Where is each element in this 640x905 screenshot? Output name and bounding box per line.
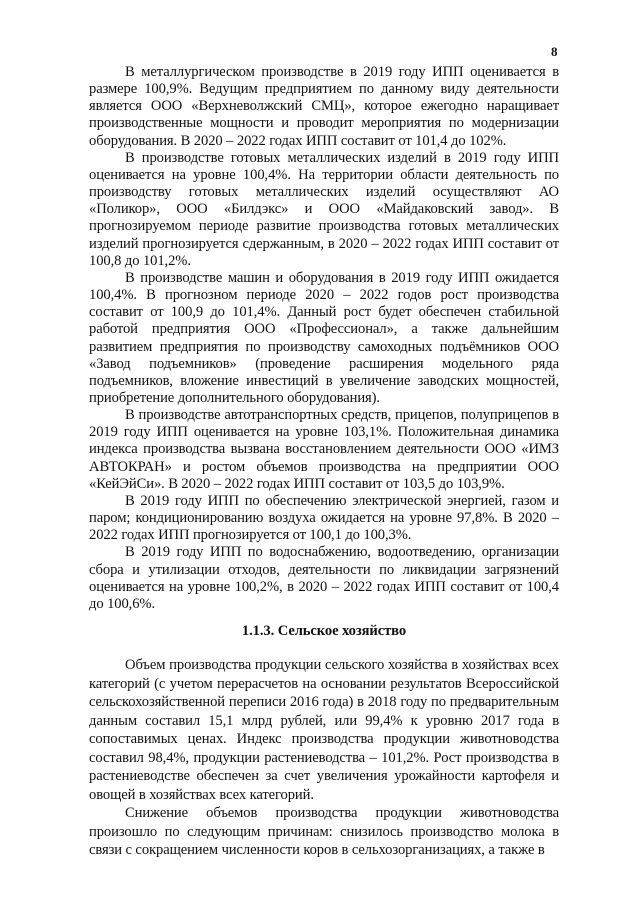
paragraph-metal-products: В производстве готовых металлических изделий в 2019 году ИПП оценивается на уровне 100,4%. На территории области деятельность по производству готовых металлических изделий осуществляют АО «Поликор», ООО «Билдэкс» и ООО «Майдаковский завод». В прогнозируемом периоде развитие производства готовых металлических изделий прогнозируется сдержанным, в 2020 – 2022 годах ИПП составит от 100,8 до 101,2%. [89, 149, 559, 269]
paragraph-machinery: В производстве машин и оборудования в 2019 году ИПП ожидается 100,4%. В прогнозном периоде 2020 – 2022 годов рост производства составит от 100,9 до 101,4%. Данный рост будет обеспечен стабильной работой предприятия ООО «Профессионал», а также дальнейшим развитием предприятия по производству самоходных подъёмников ООО «Завод подъемников» (проведение расширения модельного ряда подъемников, вложение инвестиций в увеличение заводских мощностей, приобретение дополнительного оборудования). [89, 269, 559, 406]
section-heading: 1.1.3. Сельское хозяйство [241, 623, 407, 639]
body-text [89, 64, 559, 860]
paragraph-livestock-decline: Снижение объемов производства продукции животноводства произошло по следующим причинам: снизилось производство молока в связи с сокращением численности коров в сельхозорганизациях, а также в [89, 805, 559, 859]
paragraph-metallurgy: В металлургическом производстве в 2019 году ИПП оценивается в размере 100,9%. Ведущим предприятием по данному виду деятельности является ООО «Верхневолжский СМЦ», которое ежегодно наращивает производственные мощности и проводит мероприятия по модернизации оборудования. В 2020 – 2022 годах ИПП составит от 101,4 до 102%. [89, 64, 559, 149]
page-number: 8 [551, 44, 558, 59]
paragraph-vehicles: В производстве автотранспортных средств, прицепов, полуприцепов в 2019 году ИПП оценивается на уровне 103,1%. Положительная динамика индекса производства вызвана восстановлением деятельности ООО «ИМЗ АВТОКРАН» и ростом объемов производства на предприятии ООО «КейЭйСи». В 2020 – 2022 годах ИПП составит от 103,5 до 103,9%. [89, 407, 559, 492]
paragraph-agriculture-volume: Объем производства продукции сельского хозяйства в хозяйствах всех категорий (с учетом перерасчетов на основании результатов Всероссийской сельскохозяйственной переписи 2016 года) в 2018 году по предварительным данным составил 15,1 млрд рублей, или 99,4% к уровню 2017 года в сопоставимых ценах. Индекс производства продукции животноводства составил 98,4%, продукции растениеводства – 101,2%. Рост производства в растениеводстве обеспечен за счет увеличения урожайности картофеля и овощей в хозяйствах всех категорий. [89, 657, 559, 803]
paragraph-water-supply: В 2019 году ИПП по водоснабжению, водоотведению, организации сбора и утилизации отходов, деятельности по ликвидации загрязнений оценивается на уровне 100,2%, в 2020 – 2022 годах ИПП составит от 100,4 до 100,6%. [89, 544, 559, 612]
paragraph-energy: В 2019 году ИПП по обеспечению электрической энергией, газом и паром; кондиционированию воздуха ожидается на уровне 97,8%. В 2020 – 2022 годах ИПП прогнозируется от 100,1 до 100,3%. [89, 492, 559, 544]
